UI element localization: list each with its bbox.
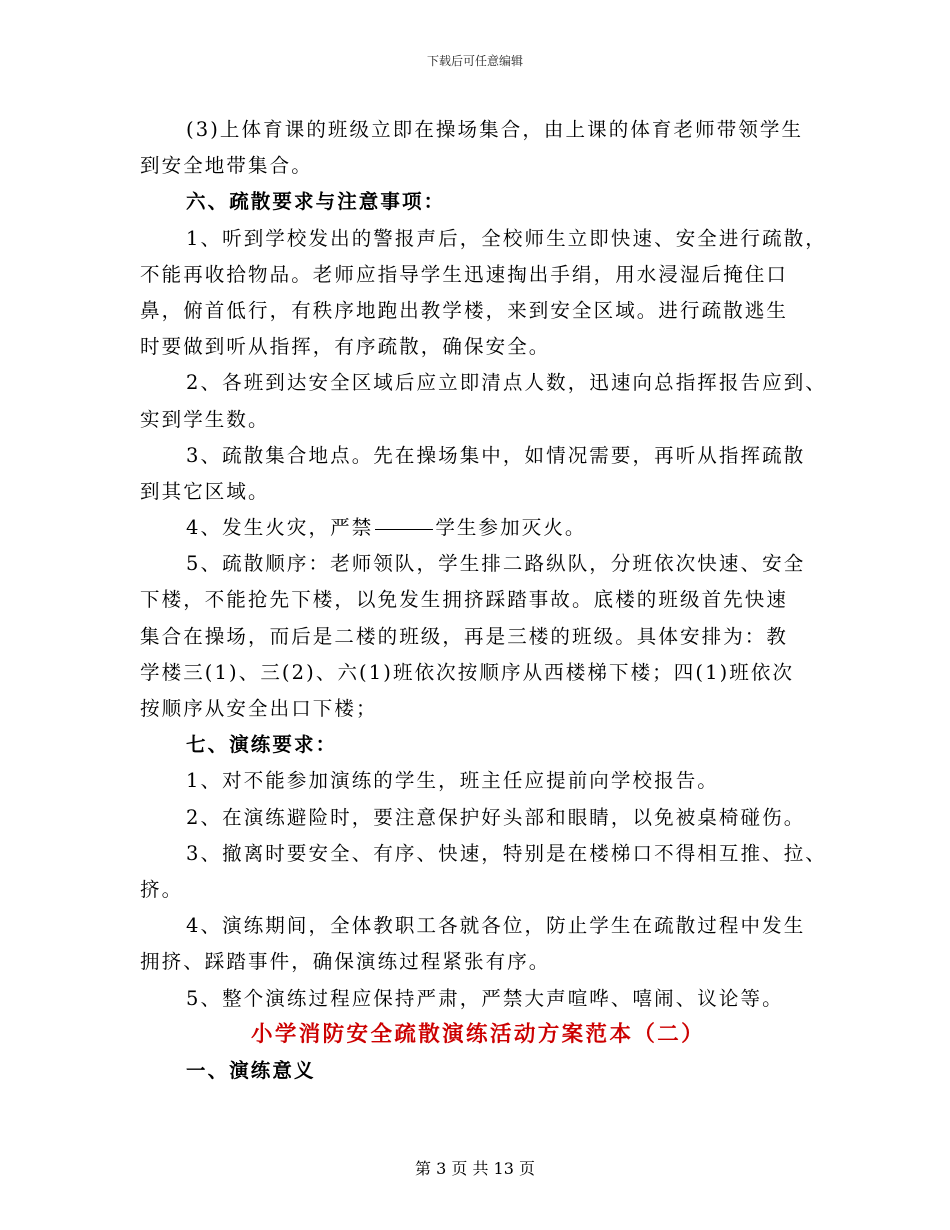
section-heading: 七、演练要求： [186,733,338,757]
paragraph-line: (3)上体育课的班级立即在操场集合，由上课的体育老师带领学生 [186,118,804,141]
paragraph-line: 集合在操场，而后是二楼的班级，再是三楼的班级。具体安排为：教 [140,624,789,648]
paragraph-line: 3、撤离时要安全、有序、快速，特别是在楼梯口不得相互推、拉、 [186,841,827,865]
paragraph-line [140,510,830,546]
paragraph-line: 挤。 [140,877,184,901]
paragraph-line: 到安全地带集合。 [140,154,313,178]
page-number: 第 3 页 共 13 页 [415,1159,535,1178]
paragraph-line: 实到学生数。 [140,407,270,431]
paragraph-line: 1、听到学校发出的警报声后，全校师生立即快速、安全进行疏散， [186,226,827,250]
paragraph-line: 3、疏散集合地点。先在操场集中，如情况需要，再听从指挥疏散 [186,443,806,467]
section-heading: 六、疏散要求与注意事项： [186,190,446,214]
paragraph-line: 学楼三(1)、三(2)、六(1)班依次按顺序从西楼梯下楼；四(1)班依次 [140,660,795,684]
paragraph-line: 2、在演练避险时，要注意保护好头部和眼睛，以免被桌椅碰伤。 [186,805,806,829]
section-heading: 一、演练意义 [186,1058,316,1082]
paragraph-line: 1、对不能参加演练的学生，班主任应提前向学校报告。 [186,769,719,793]
paragraph-line: 到其它区域。 [140,479,270,503]
paragraph-line: 鼻，俯首低行，有秩序地跑出教学楼，来到安全区域。进行疏散逃生 [140,298,789,322]
paragraph-line: 4、演练期间，全体教职工各就各位，防止学生在疏散过程中发生 [186,914,806,938]
document-title: 小学消防安全疏散演练活动方案范本（二） [250,1021,706,1047]
paragraph-line: 5、疏散顺序：老师领队，学生排二路纵队，分班依次快速、安全 [186,552,806,576]
paragraph-line: 2、各班到达安全区域后应立即清点人数，迅速向总指挥报告应到、 [186,371,827,395]
text-segment: 4、发生火灾，严禁 [186,516,374,540]
paragraph-line: 5、整个演练过程应保持严肃，严禁大声喧哗、嘻闹、议论等。 [186,986,784,1010]
paragraph-line: 按顺序从安全出口下楼； [140,697,378,720]
paragraph-line: 拥挤、踩踏事件，确保演练过程紧张有序。 [140,950,551,974]
paragraph-line: 不能再收拾物品。老师应指导学生迅速掏出手绢，用水浸湿后掩住口 [140,262,789,286]
paragraph-line: 下楼，不能抢先下楼，以免发生拥挤踩踏事故。底楼的班级首先快速 [140,588,789,612]
paragraph-line: 时要做到听从指挥，有序疏散，确保安全。 [140,335,551,359]
page-header-note: 下载后可任意编辑 [426,54,523,68]
document-body [140,112,830,1089]
text-segment: 学生参加灭火。 [435,516,587,540]
fill-in-blank [375,528,433,530]
